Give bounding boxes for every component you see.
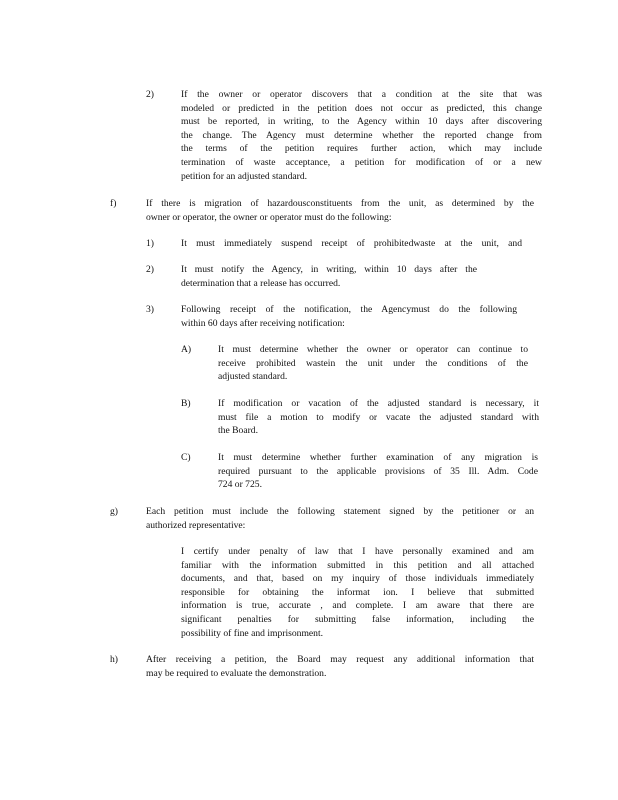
text-line: may be required to evaluate the demonstration. — [146, 667, 327, 679]
section-f-subitem-b-label: B) — [181, 398, 191, 409]
text-line: Each petition must include the following statement signed by the petitioner or an — [146, 506, 534, 517]
item-2-text — [181, 88, 542, 183]
text-line: the terms of the petition requires further action, which may include — [181, 143, 542, 155]
text-line: After receiving a petition, the Board may request any additional information that — [146, 654, 534, 665]
section-f-label: f) — [110, 198, 117, 209]
section-f-item-2-text — [181, 263, 477, 290]
text-line: must be reported, in writing, to the Agency within 10 days after discovering — [181, 116, 542, 128]
item-2-label: 2) — [146, 89, 154, 100]
section-h-text — [146, 653, 534, 680]
text-line: petition for an adjusted standard. — [181, 170, 308, 182]
text-line: required pursuant to the applicable provisions of 35 Ill. Adm. Code — [218, 465, 538, 477]
text-line: I certify under penalty of law that I have personally examined and am — [181, 546, 534, 557]
section-f-item-3-label: 3) — [146, 304, 154, 315]
text-line: familiar with the information submitted in this petition and all attached — [181, 559, 534, 571]
text-line: It must notify the Agency, in writing, within 10 days after the — [181, 264, 477, 275]
text-line: possibility of fine and imprisonment. — [181, 627, 324, 639]
section-g-text — [146, 505, 534, 532]
text-line: responsible for obtaining the informat ion. I believe that submitted — [181, 586, 534, 598]
section-f-subitem-a-label: A) — [181, 344, 192, 355]
section-f-subitem-c-label: C) — [181, 452, 191, 463]
text-line: If modification or vacation of the adjusted standard is necessary, it — [218, 398, 539, 409]
section-f-subitem-a-text — [218, 343, 528, 384]
section-f-subitem-c-text — [218, 451, 538, 492]
text-line: authorized representative: — [146, 519, 246, 531]
text-line: determination that a release has occurred. — [181, 277, 341, 289]
certification-statement — [181, 545, 534, 640]
text-line: It must determine whether further examination of any migration is — [218, 452, 538, 463]
text-line: termination of waste acceptance, a petition for modification of or a new — [181, 156, 542, 168]
text-line: must file a motion to modify or vacate the adjusted standard with — [218, 411, 539, 423]
section-f-text — [146, 197, 534, 224]
text-line: the Board. — [218, 425, 258, 437]
text-line: within 60 days after receiving notification: — [181, 317, 345, 329]
section-h-label: h) — [110, 654, 118, 665]
text-line: 724 or 725. — [218, 479, 262, 491]
section-f-subitem-b-text — [218, 397, 539, 438]
section-f-item-2-label: 2) — [146, 264, 154, 275]
text-line: Following receipt of the notification, the Agencymust do the following — [181, 304, 517, 315]
text-line: receive prohibited wastein the unit under the conditions of the — [218, 357, 528, 369]
text-line: adjusted standard. — [218, 371, 288, 383]
text-line: significant penalties for submitting false information, including the — [181, 613, 534, 625]
text-line: documents, and that, based on my inquiry of those individuals immediately — [181, 573, 534, 585]
text-line: information is true, accurate , and complete. I am aware that there are — [181, 600, 534, 612]
section-g-label: g) — [110, 506, 118, 517]
text-line: owner or operator, the owner or operator must do the following: — [146, 211, 392, 223]
text-line: It must immediately suspend receipt of prohibitedwaste at the unit, and — [181, 238, 522, 249]
text-line: If the owner or operator discovers that a condition at the site that was — [181, 89, 542, 100]
text-line: If there is migration of hazardousconstituents from the unit, as determined by the — [146, 198, 534, 209]
section-f-item-1-label: 1) — [146, 238, 154, 249]
text-line: It must determine whether the owner or operator can continue to — [218, 344, 528, 355]
text-line: modeled or predicted in the petition does not occur as predicted, this change — [181, 102, 542, 114]
section-f-item-3-text — [181, 303, 517, 330]
text-line: the change. The Agency must determine whether the reported change from — [181, 129, 542, 141]
section-f-item-1-text — [181, 237, 522, 251]
